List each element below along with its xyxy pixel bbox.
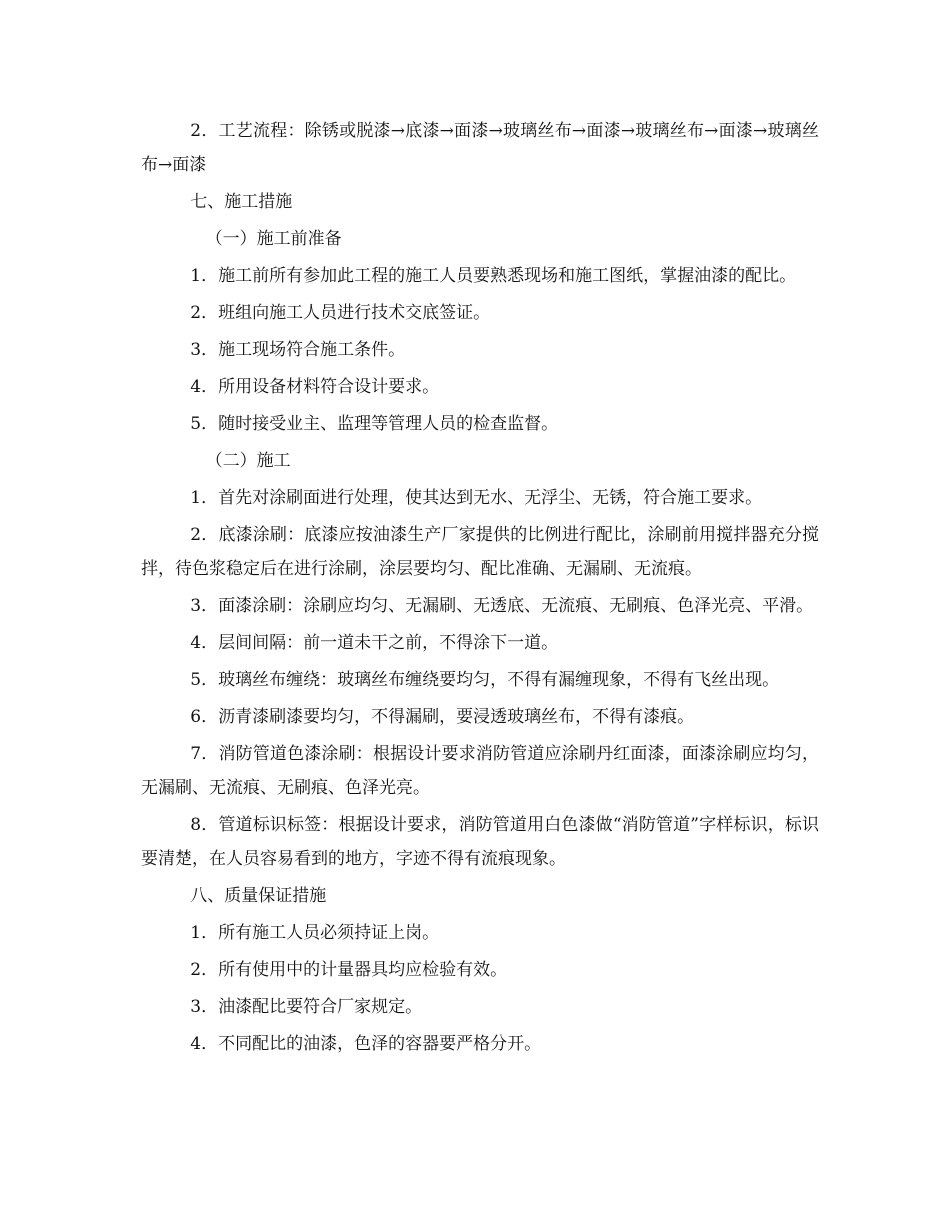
- paragraph-quality-item-4: 4．不同配比的油漆，色泽的容器要严格分开。: [190, 1034, 542, 1054]
- paragraph-quality-item-2: 2．所有使用中的计量器具均应检验有效。: [190, 960, 508, 980]
- paragraph-prep-item-1: 1．施工前所有参加此工程的施工人员要熟悉现场和施工图纸，掌握油漆的配比。: [190, 266, 797, 286]
- paragraph-construction-item-1: 1．首先对涂刷面进行处理，使其达到无水、无浮尘、无锈，符合施工要求。: [190, 488, 763, 508]
- paragraph-construction-item-8: 8．管道标识标签：根据设计要求，消防管道用白色漆做“消防管道”字样标识，标识要清楚，在人员容易看到的地方，字迹不得有流痕现象。: [141, 815, 819, 869]
- paragraph-prep-item-3: 3．施工现场符合施工条件。: [190, 340, 406, 360]
- paragraph-process-flow: 2．工艺流程：除锈或脱漆→底漆→面漆→玻璃丝布→面漆→玻璃丝布→面漆→玻璃丝布→面漆: [141, 121, 819, 175]
- paragraph-construction-item-3: 3．面漆涂刷：涂刷应均匀、无漏刷、无透底、无流痕、无刷痕、色泽光亮、平滑。: [190, 596, 814, 616]
- section-heading-construction-measures: 七、施工措施: [190, 192, 293, 212]
- paragraph-prep-item-5: 5．随时接受业主、监理等管理人员的检查监督。: [190, 414, 559, 434]
- subsection-heading-construction: （二）施工: [205, 451, 291, 471]
- paragraph-prep-item-4: 4．所用设备材料符合设计要求。: [190, 377, 440, 397]
- paragraph-construction-item-2: 2．底漆涂刷：底漆应按油漆生产厂家提供的比例进行配比，涂刷前用搅拌器充分搅拌，待色浆稳定后在进行涂刷，涂层要均匀、配比准确、无漏刷、无流痕。: [141, 525, 819, 579]
- subsection-heading-preparation: （一）施工前准备: [205, 229, 342, 249]
- paragraph-quality-item-1: 1．所有施工人员必须持证上岗。: [190, 923, 440, 943]
- paragraph-construction-item-5: 5．玻璃丝布缠绕：玻璃丝布缠绕要均匀，不得有漏缠现象，不得有飞丝出现。: [190, 670, 780, 690]
- paragraph-construction-item-6: 6．沥青漆刷漆要均匀，不得漏刷，要浸透玻璃丝布，不得有漆痕。: [190, 707, 695, 727]
- paragraph-construction-item-7: 7．消防管道色漆涂刷：根据设计要求消防管道应涂刷丹红面漆，面漆涂刷应均匀，无漏刷、无流痕、无刷痕、色泽光亮。: [141, 744, 819, 798]
- paragraph-prep-item-2: 2．班组向施工人员进行技术交底签证。: [190, 303, 491, 323]
- section-heading-quality-assurance: 八、质量保证措施: [190, 886, 327, 906]
- paragraph-construction-item-4: 4．层间间隔：前一道未干之前，不得涂下一道。: [190, 633, 559, 653]
- paragraph-quality-item-3: 3．油漆配比要符合厂家规定。: [190, 997, 423, 1017]
- document-body: [141, 114, 819, 1064]
